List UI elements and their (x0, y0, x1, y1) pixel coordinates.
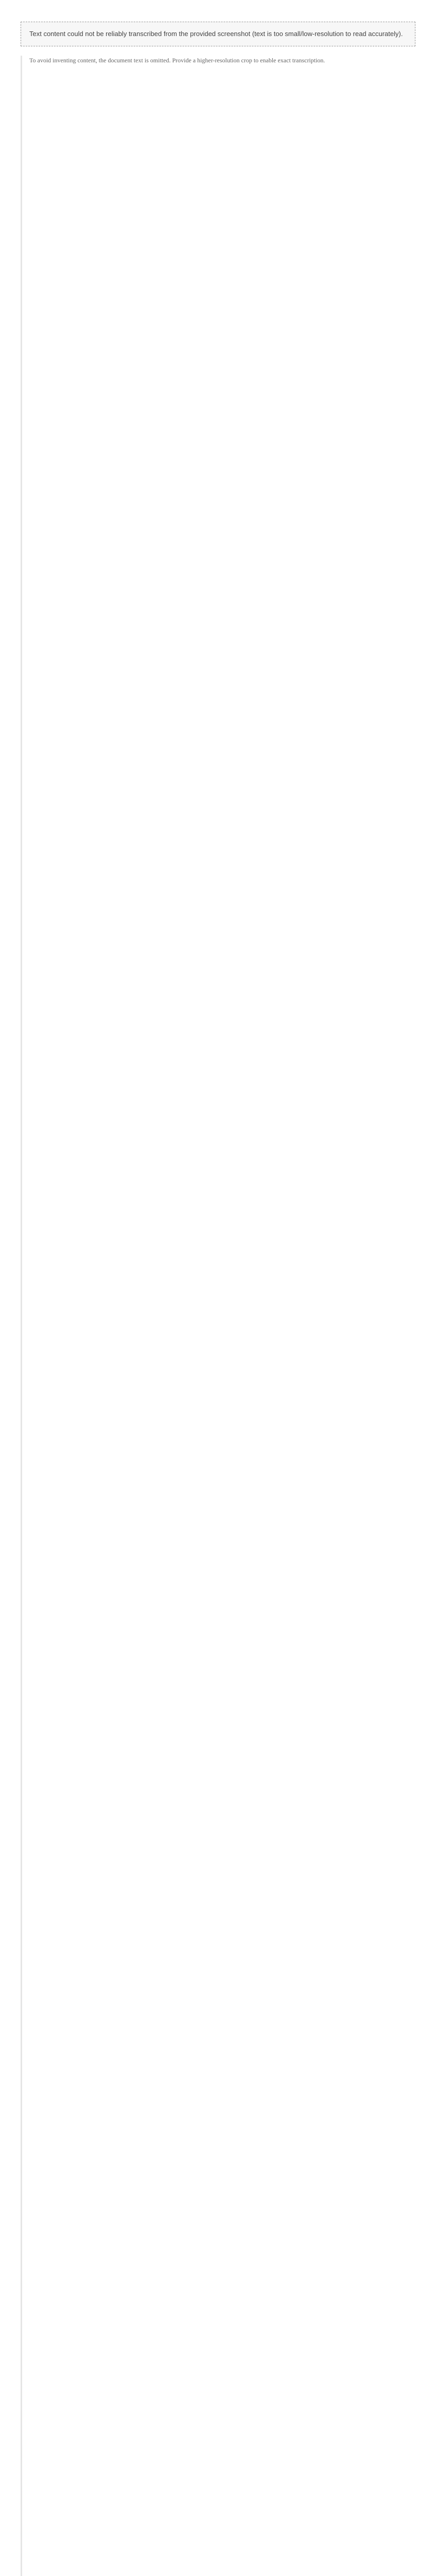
document-body (21, 56, 415, 2576)
document-body-note: To avoid inventing content, the document text is omitted. Provide a higher-resolution crop to enable exact transcription. (29, 56, 325, 64)
transcription-notice-text: Text content could not be reliably transcribed from the provided screenshot (text is too small/low-resolution to read accurately). (29, 30, 403, 38)
transcription-notice (21, 22, 415, 46)
